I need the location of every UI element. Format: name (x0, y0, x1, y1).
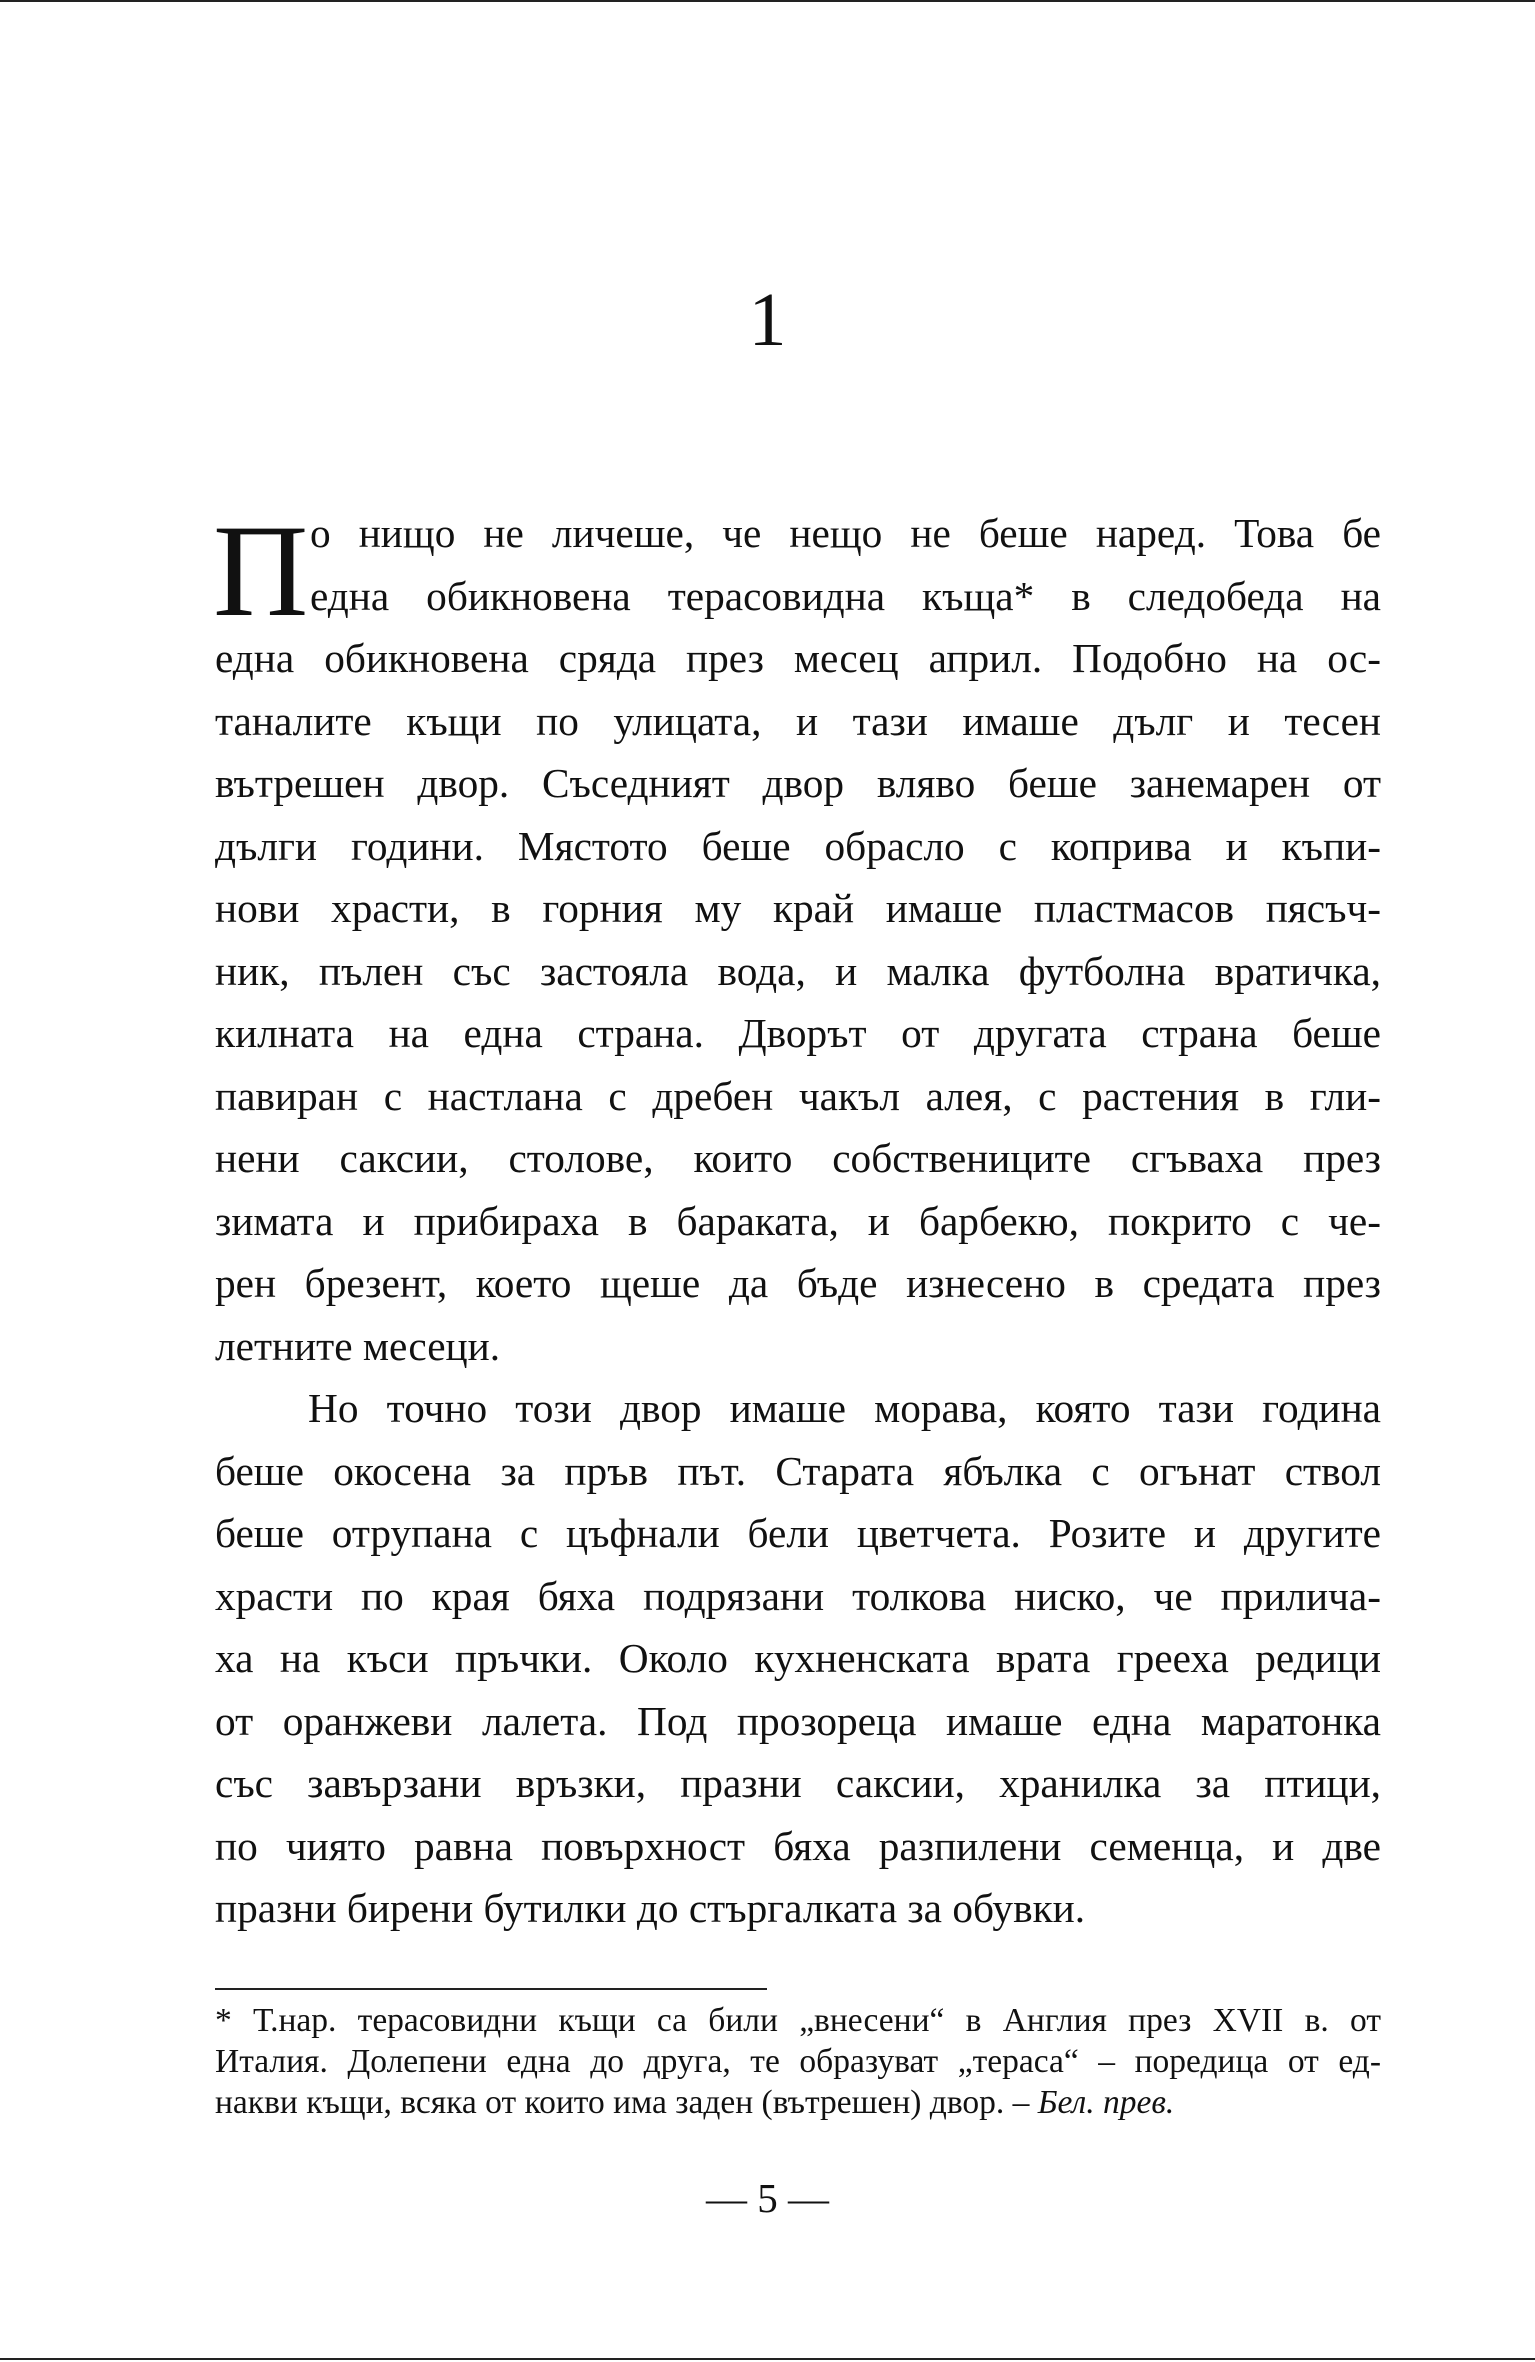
translator-note-label: Бел. прев. (1037, 2084, 1175, 2121)
dropcap-letter: П (213, 497, 309, 644)
text-line: една обикновена терасовидна къща* в следобеда на (310, 572, 1381, 619)
text-line: рен брезент, което щеше да бъде изнесено в средата през (215, 1260, 1381, 1306)
footnote-line: Италия. Долепени една до друга, те образуват „тераса“ – поредица от ед- (215, 2043, 1381, 2080)
text-line: по чиято равна повърхност бяха разпилени семенца, и две (215, 1822, 1381, 1869)
text-line: килната на една страна. Дворът от другата страна беше (215, 1010, 1381, 1056)
text-line: ха на къси пръчки. Около кухненската врата грееха редици (215, 1635, 1381, 1681)
paragraph-1 (215, 502, 1381, 627)
text-line: летните месеци. (215, 1322, 501, 1369)
chapter-number: 1 (748, 278, 787, 362)
text-line: зимата и прибираха в бараката, и барбекю, покрито с че- (215, 1197, 1381, 1244)
text-line: със завързани връзки, празни саксии, хранилка за птици, (215, 1760, 1381, 1806)
text-line: павиран с настлана с дребен чакъл алея, с растения в гли- (215, 1072, 1381, 1119)
paragraph-1-continued (215, 627, 1381, 1377)
page-top-border (0, 0, 1535, 2)
text-line: беше отрупана с цъфнали бели цветчета. Розите и другите (215, 1510, 1381, 1556)
footnote-line (215, 2082, 1381, 2123)
text-line: от оранжеви лалета. Под прозореца имаше една маратонка (215, 1697, 1381, 1744)
page-bottom-border (0, 2358, 1535, 2360)
text-line: нови храсти, в горния му край имаше пластмасов пясъч- (215, 885, 1381, 931)
text-line: о нищо не личеше, че нещо не беше наред. Това бе (310, 510, 1381, 556)
text-line: Но точно този двор имаше морава, която тази година (308, 1385, 1381, 1431)
text-line: една обикновена сряда през месец април. Подобно на ос- (215, 635, 1381, 681)
page-number: — 5 — (706, 2175, 829, 2221)
text-line: празни бирени бутилки до стъргалката за обувки. (215, 1885, 1086, 1931)
body-text (213, 497, 1381, 1940)
text-line: нени саксии, столове, които собствениците сгъваха през (215, 1135, 1381, 1181)
text-line: беше окосена за пръв път. Старата ябълка с огънат ствол (215, 1447, 1381, 1494)
footnote-text: накви къщи, всяка от които има заден (вътрешен) двор. – (215, 2084, 1038, 2121)
footnote-divider (215, 1988, 767, 1990)
text-line: таналите къщи по улицата, и тази имаше дълг и тесен (215, 697, 1381, 744)
text-line: храсти по края бяха подрязани толкова ниско, че прилича- (215, 1572, 1381, 1619)
text-line: дълги години. Мястото беше обрасло с коприва и къпи- (215, 822, 1381, 869)
footnote-line: * Т.нар. терасовидни къщи са били „внесени“ в Англия през XVII в. от (215, 2002, 1381, 2039)
text-line: вътрешен двор. Съседният двор вляво беше занемарен от (215, 760, 1381, 806)
paragraph-2 (215, 1377, 1381, 1940)
footnote (215, 2000, 1381, 2123)
text-line: ник, пълен със застояла вода, и малка футболна вратичка, (215, 947, 1381, 994)
